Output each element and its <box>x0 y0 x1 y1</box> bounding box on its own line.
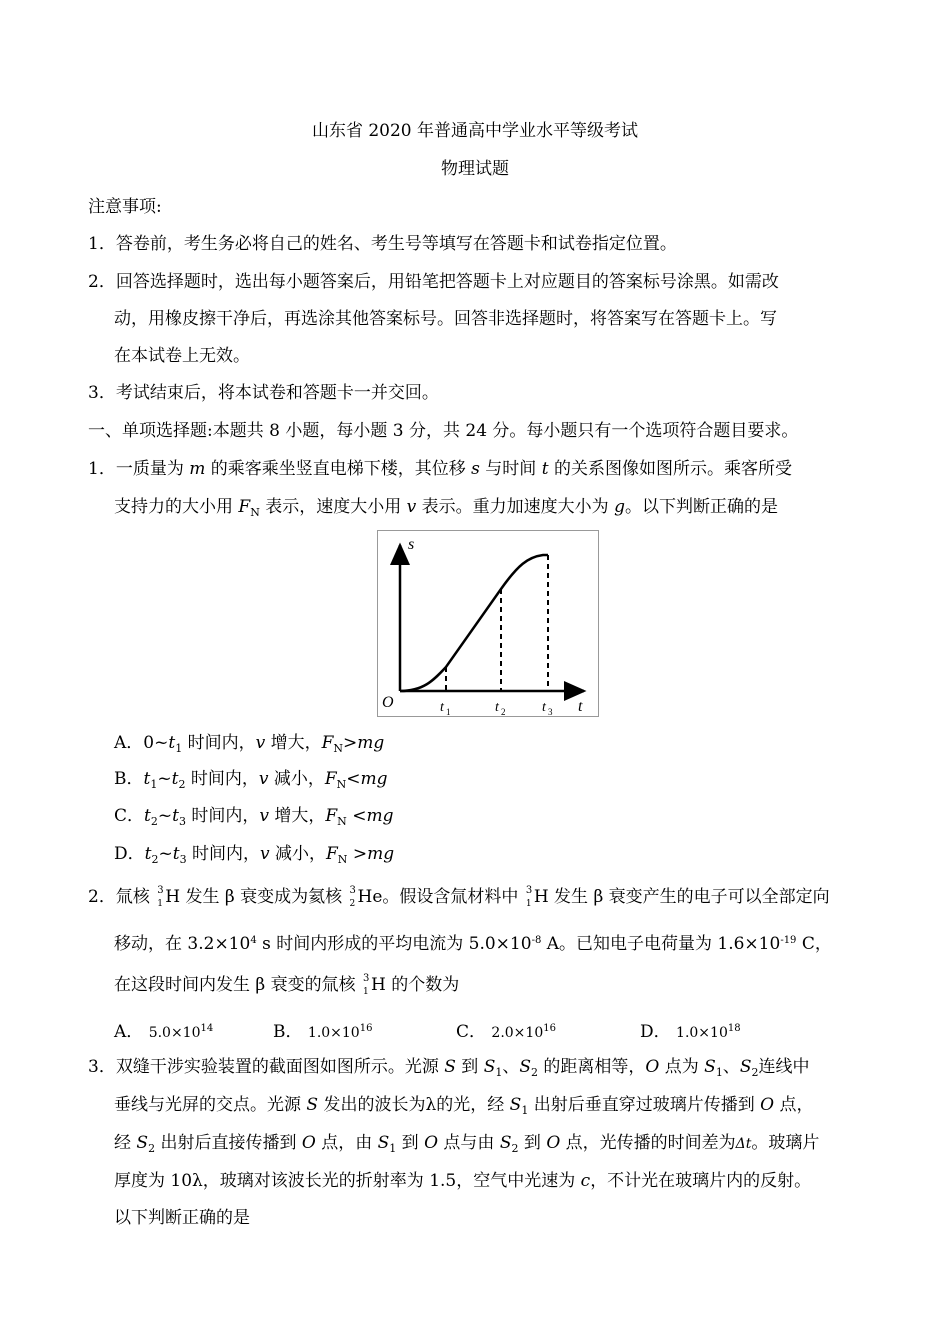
tick-t2: t <box>495 700 499 715</box>
q3-var: S <box>509 1095 522 1115</box>
option-exp: 16 <box>543 1023 556 1034</box>
q2-text: 发生 β 衰变成为氦核 <box>180 887 348 907</box>
option-letter: C． <box>114 806 145 826</box>
option-letter: A． <box>114 733 144 753</box>
q1-var-t: t <box>541 459 549 479</box>
q3-text: 。玻璃片 <box>751 1133 820 1153</box>
q3-var: S <box>306 1095 319 1115</box>
q3-line1 <box>88 1056 809 1084</box>
q2-number: 2． <box>88 887 116 907</box>
q3-var: S <box>377 1133 390 1153</box>
q2-option-a[interactable] <box>114 1018 213 1044</box>
q2-exp: -8 <box>531 935 542 946</box>
q3-var: S <box>444 1057 456 1077</box>
q3-text: 垂线与光屏的交点。光源 <box>114 1095 307 1115</box>
option-sub: N <box>337 853 348 866</box>
option-sub: 2 <box>178 778 186 791</box>
q3-var: O <box>424 1133 439 1153</box>
option-var: mg <box>360 769 388 789</box>
option-value: 1.0×10 <box>676 1025 728 1041</box>
y-axis-label: s <box>408 536 415 553</box>
q2-option-d[interactable] <box>640 1018 741 1044</box>
isotope-h3: 3 1 <box>363 973 370 997</box>
q3-var: S <box>739 1057 752 1077</box>
option-text: 减小， <box>269 844 326 864</box>
tick-t3-sub: 3 <box>548 707 553 716</box>
q3-sub: 1 <box>389 1142 397 1155</box>
q3-var: O <box>645 1057 660 1077</box>
note-item-2-cont2: 在本试卷上无效。 <box>114 346 250 366</box>
q2-text: A。已知电子电荷量为 1.6×10 <box>541 934 781 954</box>
q3-text: 出射后垂直穿过玻璃片传播到 <box>528 1095 761 1115</box>
option-var: v <box>259 844 270 864</box>
q3-text: 的距离相等， <box>538 1057 646 1077</box>
option-text: > <box>347 844 368 864</box>
option-var: F <box>325 806 338 826</box>
option-var: v <box>259 806 269 826</box>
option-var: t <box>168 733 176 753</box>
x-axis-label: t <box>578 698 583 715</box>
option-letter: B． <box>273 1022 303 1042</box>
option-text: > <box>343 733 358 753</box>
q3-var-dt: Δt <box>735 1136 752 1152</box>
tick-t2-sub: 2 <box>501 707 506 716</box>
option-var: t <box>144 806 151 826</box>
q3-var: S <box>704 1057 716 1077</box>
q3-line2 <box>114 1094 813 1122</box>
q2-symbol: H <box>165 887 181 907</box>
tick-t1: t <box>440 700 444 715</box>
option-letter: C． <box>456 1022 487 1042</box>
notes-heading: 注意事项: <box>88 197 162 217</box>
tick-t1-sub: 1 <box>446 707 451 716</box>
q3-text: 双缝干涉实验装置的截面图如图所示。光源 <box>115 1057 445 1077</box>
note-item-2: 2．回答选择题时，选出每小题答案后，用铅笔把答题卡上对应题目的答案标号涂黑。如需改 <box>88 272 779 292</box>
q1-text: 。以下判断正确的是 <box>624 497 778 517</box>
q1-text: 的关系图像如图所示。乘客所受 <box>548 459 792 479</box>
option-var: t <box>172 844 180 864</box>
exam-subtitle: 物理试题 <box>441 159 509 179</box>
q3-line4 <box>114 1170 811 1192</box>
q3-var: S <box>136 1133 149 1153</box>
q3-text: 点，光传播的时间差为 <box>560 1133 736 1153</box>
q1-line1 <box>88 458 792 480</box>
q1-text: 表示。重力加速度大小为 <box>416 497 615 517</box>
q3-text: ，不计光在玻璃片内的反射。 <box>590 1171 812 1191</box>
q1-var-v: v <box>406 497 417 517</box>
q2-symbol: He <box>357 887 383 907</box>
q3-var: c <box>580 1171 591 1191</box>
q1-option-a[interactable] <box>114 732 384 760</box>
q3-sub: 2 <box>531 1066 539 1079</box>
option-text: 增大， <box>265 733 322 753</box>
option-value: 5.0×10 <box>148 1025 201 1041</box>
option-value: 2.0×10 <box>491 1025 544 1041</box>
q3-var: O <box>760 1095 775 1115</box>
isotope-h3: 3 1 <box>525 885 533 909</box>
q3-text: 经 <box>114 1133 137 1153</box>
q3-text: 出射后直接传播到 <box>155 1133 302 1153</box>
q3-sub: 2 <box>751 1066 759 1079</box>
option-letter: A． <box>114 1022 144 1042</box>
option-sub: 3 <box>179 853 187 866</box>
option-sub: 2 <box>151 853 159 866</box>
option-text: ~ <box>157 769 172 789</box>
q3-var: O <box>546 1133 561 1153</box>
option-sub: 1 <box>150 778 158 791</box>
option-sub: 2 <box>150 815 158 828</box>
q2-text: 移动，在 3.2×10 <box>114 934 251 954</box>
s-t-curve <box>400 555 548 691</box>
q3-var: S <box>483 1057 496 1077</box>
q3-sub: 2 <box>148 1142 156 1155</box>
q3-text: 到 <box>455 1057 484 1077</box>
option-var: t <box>143 769 151 789</box>
option-sub: 1 <box>175 742 183 755</box>
q3-text: 、 <box>502 1057 520 1077</box>
option-sub: 3 <box>178 815 186 828</box>
q3-text: 点与由 <box>438 1133 500 1153</box>
q2-line3 <box>114 974 459 996</box>
q2-text: 的个数为 <box>385 975 460 995</box>
q1-text: 表示，速度大小用 <box>259 497 407 517</box>
q1-sub-N: N <box>250 506 260 519</box>
q2-text: 在这段时间内发生 β 衰变的氚核 <box>114 975 362 995</box>
origin-label: O <box>382 694 394 711</box>
option-value: 1.0×10 <box>307 1025 360 1041</box>
option-text: ~ <box>158 844 173 864</box>
option-text: 时间内， <box>182 733 256 753</box>
q1-option-c[interactable] <box>114 805 393 833</box>
option-text: 时间内， <box>185 806 260 826</box>
q1-text: 支持力的大小用 <box>114 497 239 517</box>
q1-var-F: F <box>238 497 251 517</box>
q1-var-m: m <box>189 459 206 479</box>
q2-line2 <box>114 930 832 955</box>
q3-text: 、 <box>722 1057 740 1077</box>
q3-text: 发出的波长为λ的光，经 <box>318 1095 510 1115</box>
exam-title: 山东省 2020 年普通高中学业水平等级考试 <box>311 121 639 141</box>
q3-text: 到 <box>518 1133 547 1153</box>
q2-option-b[interactable] <box>273 1018 372 1044</box>
q1-text: 的乘客乘坐竖直电梯下楼，其位移 <box>205 459 472 479</box>
q3-sub: 1 <box>521 1104 529 1117</box>
q2-text: C， <box>796 934 832 954</box>
option-var: mg <box>366 806 394 826</box>
s-t-graph <box>378 531 598 716</box>
option-var: t <box>171 769 179 789</box>
option-sub: N <box>336 778 347 791</box>
option-exp: 14 <box>200 1023 214 1034</box>
option-var: mg <box>367 844 395 864</box>
q2-text: 氚核 <box>115 887 156 907</box>
option-letter: B． <box>114 769 144 789</box>
q3-var: O <box>301 1133 316 1153</box>
q2-exp: 4 <box>250 935 257 946</box>
section-heading: 一、单项选择题:本题共 8 小题，每小题 3 分，共 24 分。每小题只有一个选项符合题目要求。 <box>88 421 799 441</box>
q3-text: 厚度为 10λ，玻璃对该波长光的折射率为 1.5，空气中光速为 <box>114 1171 581 1191</box>
option-text: 时间内， <box>185 769 259 789</box>
q3-sub: 1 <box>715 1066 723 1079</box>
q1-option-b[interactable] <box>114 768 388 796</box>
option-text: 增大， <box>268 806 326 826</box>
option-text: < <box>346 806 367 826</box>
note-item-1: 1．答卷前，考生务必将自己的姓名、考生号等填写在答题卡和试卷指定位置。 <box>88 234 677 254</box>
q3-number: 3． <box>88 1057 116 1077</box>
option-var: F <box>326 844 338 864</box>
isotope-he3: 3 2 <box>349 885 356 909</box>
note-item-3: 3．考试结束后，将本试卷和答题卡一并交回。 <box>88 383 439 403</box>
q1-text: 与时间 <box>479 459 542 479</box>
q3-text: 到 <box>396 1133 425 1153</box>
q1-var-g: g <box>614 497 625 517</box>
option-text: < <box>346 769 361 789</box>
q1-text: 一质量为 <box>115 459 190 479</box>
isotope-h3: 3 1 <box>157 885 164 909</box>
option-exp: 16 <box>359 1023 373 1034</box>
q1-option-d[interactable] <box>114 843 394 871</box>
q3-line5: 以下判断正确的是 <box>114 1208 250 1228</box>
q1-var-s: s <box>471 459 480 479</box>
q2-text: s 时间内形成的平均电流为 5.0×10 <box>256 934 532 954</box>
q3-text: 点， <box>774 1095 814 1115</box>
option-var: mg <box>357 733 385 753</box>
q3-text: 点为 <box>659 1057 705 1077</box>
option-exp: 18 <box>727 1023 741 1034</box>
q1-line2 <box>114 496 778 524</box>
q3-line3 <box>114 1132 819 1160</box>
q3-sub: 1 <box>495 1066 503 1079</box>
q3-text: 连线中 <box>758 1057 810 1077</box>
option-text: 时间内， <box>186 844 260 864</box>
option-sub: N <box>337 815 347 828</box>
option-text: ~ <box>157 806 173 826</box>
option-var: t <box>172 806 179 826</box>
tick-t3: t <box>542 700 546 715</box>
option-sub: N <box>333 742 344 755</box>
option-var: v <box>258 769 269 789</box>
note-item-2-cont1: 动，用橡皮擦干净后，再选涂其他答案标号。回答非选择题时，将答案写在答题卡上。写 <box>114 309 777 329</box>
q2-line1 <box>88 886 830 908</box>
option-letter: D． <box>114 844 145 864</box>
q3-var: S <box>499 1133 512 1153</box>
option-var: v <box>255 733 266 753</box>
option-text: 0~ <box>143 733 169 753</box>
q1-number: 1． <box>88 459 116 479</box>
q2-text: 。假设含氚材料中 <box>382 887 524 907</box>
q2-symbol: H <box>533 887 549 907</box>
q2-option-c[interactable] <box>456 1018 556 1044</box>
option-var: F <box>321 733 334 753</box>
option-var: F <box>324 769 337 789</box>
q2-exp: -19 <box>780 935 797 946</box>
q3-text: 点，由 <box>315 1133 378 1153</box>
q3-var: S <box>519 1057 532 1077</box>
option-var: t <box>144 844 152 864</box>
option-text: 减小， <box>268 769 325 789</box>
q2-text: 发生 β 衰变产生的电子可以全部定向 <box>548 887 830 907</box>
q1-figure <box>377 530 599 717</box>
option-letter: D． <box>640 1022 671 1042</box>
q2-symbol: H <box>371 975 386 995</box>
q3-sub: 2 <box>511 1142 519 1155</box>
